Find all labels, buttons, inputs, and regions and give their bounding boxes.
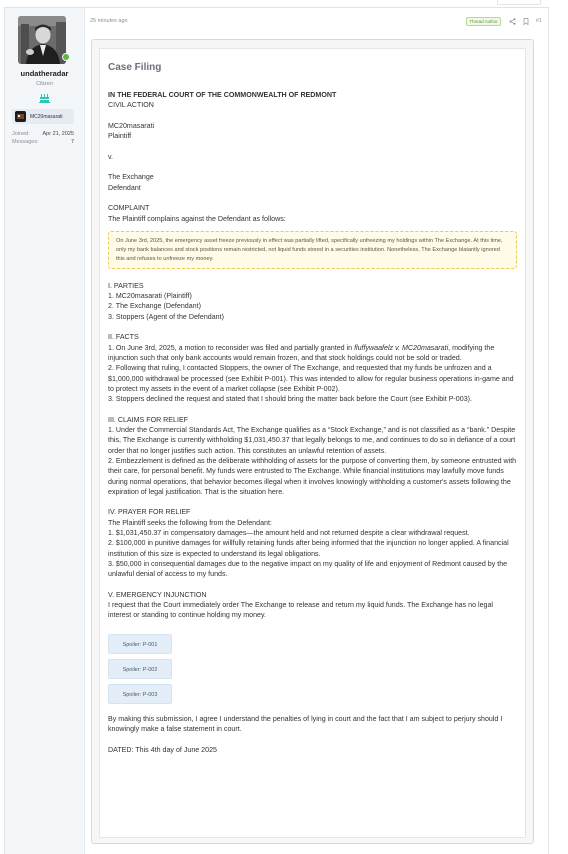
case-filing-document [99, 48, 526, 838]
civil-action: CIVIL ACTION [108, 101, 154, 110]
fact-3: 3. Stoppers declined the request and stated that I should bring the matter back before the Court (see Exhibit P-003). [108, 395, 472, 404]
bbcode-box [91, 39, 534, 844]
share-icon[interactable] [509, 18, 516, 25]
user-stats [12, 131, 74, 146]
injunction-text: I request that the Court immediately order The Exchange to release and return my liquid funds. The Exchange has no legal interest or standing to continue holding my money. [108, 601, 493, 620]
court-name-text: IN THE FEDERAL COURT OF THE COMMONWEALTH OF REDMONT [108, 91, 337, 99]
stat-label: Messages: [12, 138, 39, 145]
prayer-intro: The Plaintiff seeks the following from the Defendant: [108, 518, 272, 527]
party-item: 3. Stoppers (Agent of the Defendant) [108, 312, 224, 321]
defendant-name: The Exchange [108, 173, 154, 182]
claim-2: 2. Embezzlement is defined as the deliberate withholding of assets for the purpose of converting them, by someone entrusted with their care, for personal benefit. My funds were entrusted to The Exchange. While financial institutions may lawfully move funds during normal operations, that behavior becomes illegal when it involves knowingly withholding a customer's assets following the expiration of legal justification. That is the situation here. [108, 456, 517, 496]
badge-name: MC20masarati [30, 113, 63, 120]
fact-1 [108, 343, 517, 364]
injunction-heading: V. EMERGENCY INJUNCTION [108, 590, 207, 599]
filing-title: Case Filing [108, 62, 162, 73]
stat-value[interactable]: 7 [70, 138, 74, 145]
summary-quote: On June 3rd, 2025, the emergency asset freeze previously in effect was partially lifted, specifically unfreezing my holdings within The Exchange. At this time, only my bank balances and stock positions remain restricted, not liquid funds stored in a securities institution. Nonetheless, The Exchange blatantly ignored this and refuses to unfreeze my money. [108, 231, 517, 269]
spoiler-list [108, 634, 517, 704]
plaintiff-name: MC20masarati [108, 121, 155, 130]
fact-1-start: 1. On June 3rd, 2025, a motion to reconsider was filed and partially granted in [108, 343, 355, 352]
avatar[interactable] [18, 16, 66, 64]
prayer-heading: IV. PRAYER FOR RELIEF [108, 508, 191, 517]
post-container [4, 7, 549, 854]
claims-heading: III. CLAIMS FOR RELIEF [108, 415, 189, 424]
fact-1-end: , modifying the injunction such that only bank accounts would remain frozen, and that stock holdings could not be sold or traded. [108, 343, 495, 362]
post-header [90, 14, 548, 28]
stat-joined [12, 131, 74, 139]
plaintiff-label: Plaintiff [108, 132, 132, 141]
complaint-heading: COMPLAINT [108, 204, 150, 213]
stat-messages [12, 139, 74, 147]
case-citation: fluffywaafelz v. MC20masarati [354, 343, 449, 352]
spoiler-button[interactable]: Spoiler: P-001 [108, 634, 172, 654]
spoiler-button[interactable]: Spoiler: P-002 [108, 659, 172, 679]
avatar-image [18, 16, 66, 64]
prayer-2: 2. $100,000 in punitive damages for willfully retaining funds after being informed that the injunction no longer applied. A financial institution of this size is expected to understand its legal obligations. [108, 539, 509, 558]
court-name [108, 90, 517, 100]
stat-value: Apr 21, 2025 [42, 131, 74, 137]
fact-2: 2. Following that ruling, I contacted Stoppers, the owner of The Exchange, and requested that my funds be unfrozen and a $1,000,000 withdrawal be processed (see Exhibit P-001). This was intended to allow for regular business operations in-game and to protect my assets in the event of a market collapse (see Exhibit P-002). [108, 364, 514, 393]
prayer-1: 1. $1,031,450.37 in compensatory damages—the amount held and not returned despite a clear withdrawal request. [108, 528, 470, 537]
online-status-dot [62, 53, 70, 61]
bookmark-icon[interactable] [523, 18, 529, 25]
post-number[interactable]: #1 [535, 18, 542, 24]
user-badge[interactable] [12, 109, 74, 124]
cake-icon [39, 90, 50, 108]
badge-avatar-icon [15, 111, 26, 122]
defendant-label: Defendant [108, 183, 141, 192]
facts-heading: II. FACTS [108, 333, 139, 342]
affirmation: By making this submission, I agree I understand the penalties of lying in court and the fact that I am subject to perjury should I knowingly make a false statement in court. [108, 714, 503, 733]
post-timestamp[interactable]: 25 minutes ago [90, 18, 128, 24]
username[interactable]: undatheradar [20, 69, 69, 78]
party-item: 1. MC20masarati (Plaintiff) [108, 292, 192, 301]
prayer-3: 3. $50,000 in consequential damages due to the negative impact on my quality of life and enjoyment of Redmont caused by the unlawful denial of access to my funds. [108, 559, 508, 579]
party-item: 2. The Exchange (Defendant) [108, 302, 201, 311]
stat-label: Joined: [12, 131, 30, 137]
parties-heading: I. PARTIES [108, 281, 144, 290]
spoiler-button[interactable]: Spoiler: P-003 [108, 684, 172, 704]
user-title: Citizen [36, 81, 53, 87]
complaint-intro: The Plaintiff complains against the Defendant as follows: [108, 214, 286, 223]
claim-1: 1. Under the Commercial Standards Act, The Exchange qualifies as a “Stock Exchange,” and is not classified as a “bank.” Despite this, The Exchange is currently withholding $1,031,450.37 that legally belongs to me, and continues to do so in defiance of a court order that no longer justifies such action. This constitutes an unlawful retention of assets. [108, 426, 516, 455]
versus: v. [108, 152, 113, 161]
dated-line: DATED: This 4th day of June 2025 [108, 745, 217, 754]
user-pane [5, 8, 85, 854]
top-action-stub [497, 0, 541, 5]
post-content [84, 8, 548, 854]
thread-author-tag: Thread Author [466, 17, 501, 26]
